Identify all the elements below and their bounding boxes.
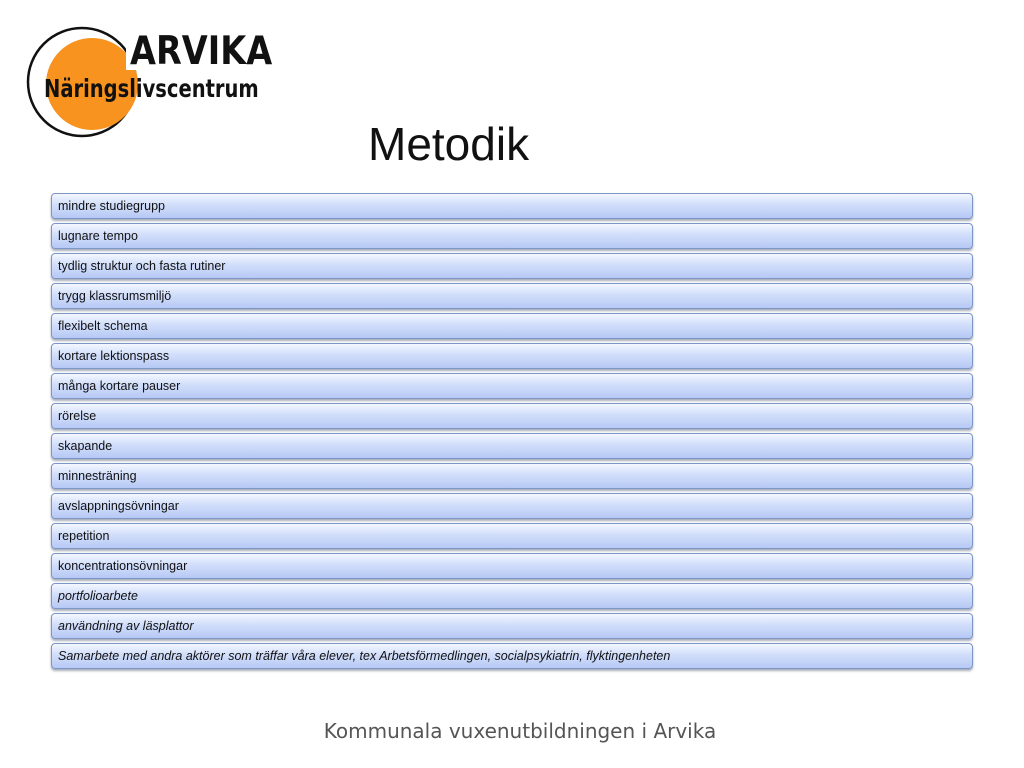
- list-item: flexibelt schema: [51, 313, 973, 339]
- list-item: kortare lektionspass: [51, 343, 973, 369]
- arvika-logo: [26, 26, 273, 138]
- list-item: tydlig struktur och fasta rutiner: [51, 253, 973, 279]
- logo-text-arvika: ARVIKA: [130, 29, 273, 74]
- list-item: minnesträning: [51, 463, 973, 489]
- list-item: lugnare tempo: [51, 223, 973, 249]
- logo-text-naringslivscentrum: Näringslivscentrum: [44, 74, 259, 103]
- list-item: många kortare pauser: [51, 373, 973, 399]
- list-item: rörelse: [51, 403, 973, 429]
- list-item: användning av läsplattor: [51, 613, 973, 639]
- list-item: koncentrationsövningar: [51, 553, 973, 579]
- method-list: [51, 193, 973, 673]
- list-item: skapande: [51, 433, 973, 459]
- list-item: mindre studiegrupp: [51, 193, 973, 219]
- list-item: portfolioarbete: [51, 583, 973, 609]
- list-item: trygg klassrumsmiljö: [51, 283, 973, 309]
- footer-text: Kommunala vuxenutbildningen i Arvika: [323, 719, 717, 743]
- list-item: repetition: [51, 523, 973, 549]
- list-item: Samarbete med andra aktörer som träffar våra elever, tex Arbetsförmedlingen, socialpsykiatrin, flyktingenheten: [51, 643, 973, 669]
- list-item: avslappningsövningar: [51, 493, 973, 519]
- page-title: Metodik: [368, 118, 530, 170]
